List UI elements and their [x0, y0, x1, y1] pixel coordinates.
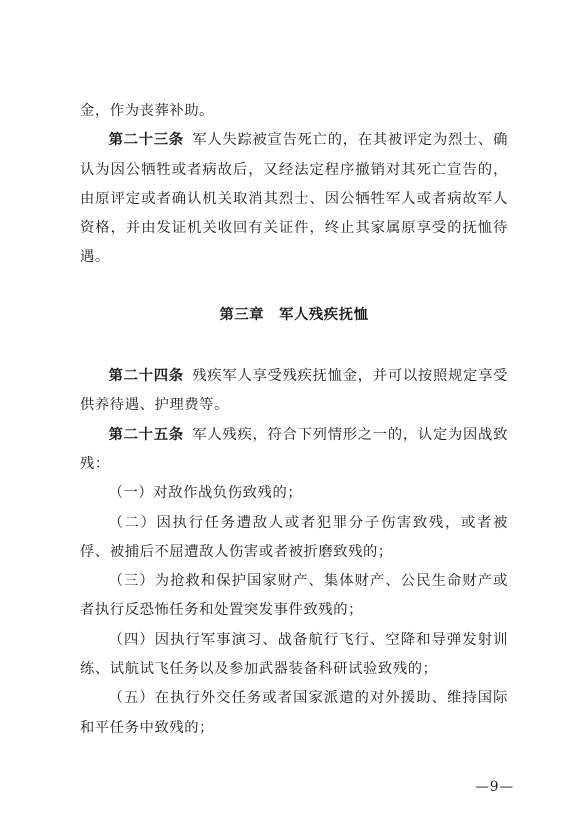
- article-number: 第二十五条: [108, 426, 184, 443]
- document-body: [80, 97, 508, 743]
- article-25: [80, 421, 508, 480]
- spacer: [80, 330, 508, 362]
- list-item-2: （二）因执行任务遭敌人或者犯罪分子伤害致残，或者被俘、被捕后不屈遭敌人伤害或者被折磨致残的；: [80, 514, 508, 560]
- list-item-1: （一）对敌作战负伤致残的；: [108, 485, 303, 502]
- article-number: 第二十三条: [108, 132, 184, 149]
- page-number: —9—: [475, 779, 514, 795]
- chapter-title: 第三章 军人残疾抚恤: [219, 306, 369, 323]
- list-item-4: （四）因执行军事演习、战备航行飞行、空降和导弹发射训练、试航试飞任务以及参加武器装备科研试验致残的；: [80, 631, 508, 678]
- article-number: 第二十四条: [108, 368, 184, 385]
- article-24: [80, 362, 508, 421]
- article-text: 军人残疾，符合下列情形之一的，认定为因战致残：: [80, 426, 508, 472]
- list-item-5: （五）在执行外交任务或者国家派遣的对外援助、维持国际和平任务中致残的；: [80, 690, 508, 736]
- list-item-3: （三）为抢救和保护国家财产、集体财产、公民生命财产或者执行反恐怖任务和处置突发事件致残的；: [80, 573, 508, 619]
- article-23: [80, 126, 508, 272]
- spacer: [80, 273, 508, 301]
- paragraph-text: 金，作为丧葬补助。: [80, 103, 215, 119]
- article-text: 残疾军人享受残疾抚恤金，并可以按照规定享受供养待遇、护理费等。: [80, 368, 508, 414]
- paragraph-continuation: [80, 97, 508, 126]
- article-text: 军人失踪被宣告死亡的，在其被评定为烈士、确认为因公牺牲或者病故后，又经法定程序撤销对其死亡宣告的，由原评定或者确认机关取消其烈士、因公牺牲军人或者病故军人资格，并由发证机关收回有关证件，终止其家属原享受的抚恤待遇。: [80, 132, 508, 266]
